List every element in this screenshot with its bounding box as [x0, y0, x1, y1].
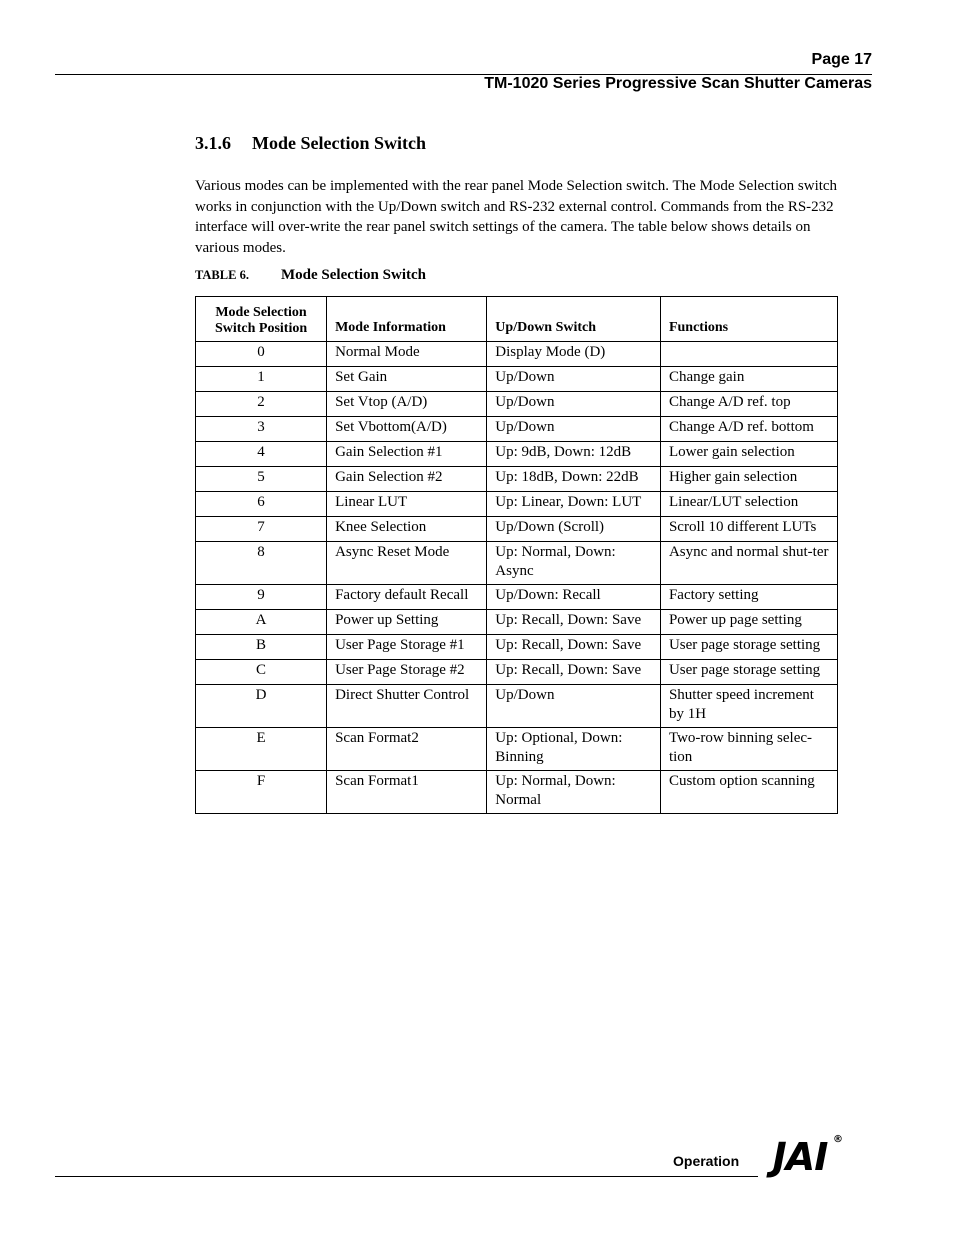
table-cell: 1: [196, 367, 327, 392]
table-cell: Up/Down: [487, 417, 661, 442]
table-cell: Change A/D ref. bottom: [660, 417, 837, 442]
table-row: [196, 442, 838, 467]
table-cell: Up: 18dB, Down: 22dB: [487, 467, 661, 492]
table-row: [196, 660, 838, 685]
mode-selection-table: [195, 296, 838, 814]
table-row: [196, 771, 838, 814]
table-header-cell: Mode Selection Switch Position: [196, 297, 327, 342]
table-row: [196, 610, 838, 635]
jai-logo: [762, 1130, 846, 1178]
table-cell: Up: Optional, Down: Binning: [487, 728, 661, 771]
table-cell: Custom option scanning: [660, 771, 837, 814]
table-cell: Shutter speed increment by 1H: [660, 685, 837, 728]
table-row: [196, 467, 838, 492]
table-cell: Scan Format2: [327, 728, 487, 771]
table-cell: 4: [196, 442, 327, 467]
table-cell: Higher gain selection: [660, 467, 837, 492]
table-cell: B: [196, 635, 327, 660]
footer-rule: [55, 1176, 758, 1177]
table-cell: E: [196, 728, 327, 771]
table-cell: Two-row binning selec-tion: [660, 728, 837, 771]
table-header-cell: Functions: [660, 297, 837, 342]
table-cell: Up: Recall, Down: Save: [487, 635, 661, 660]
table-label: TABLE 6.: [195, 268, 249, 282]
table-cell: Display Mode (D): [487, 342, 661, 367]
table-cell: Up: Recall, Down: Save: [487, 660, 661, 685]
page-number: Page 17: [811, 51, 872, 68]
table-cell: Change A/D ref. top: [660, 392, 837, 417]
table-cell: 6: [196, 492, 327, 517]
table-cell: Lower gain selection: [660, 442, 837, 467]
table-cell: Up/Down: Recall: [487, 585, 661, 610]
table-cell: 0: [196, 342, 327, 367]
table-cell: Factory setting: [660, 585, 837, 610]
section-title: Mode Selection Switch: [252, 133, 426, 153]
table-cell: Up/Down: [487, 685, 661, 728]
table-cell: Linear/LUT selection: [660, 492, 837, 517]
table-row: [196, 492, 838, 517]
section-heading: [195, 133, 426, 154]
table-cell: Gain Selection #2: [327, 467, 487, 492]
table-cell: Change gain: [660, 367, 837, 392]
table-row: [196, 685, 838, 728]
table-cell: F: [196, 771, 327, 814]
table-body: [196, 342, 838, 814]
table-header-cell: Up/Down Switch: [487, 297, 661, 342]
table-cell: Set Vbottom(A/D): [327, 417, 487, 442]
table-row: [196, 392, 838, 417]
table-row: [196, 517, 838, 542]
table-caption-text: Mode Selection Switch: [281, 267, 426, 283]
footer-section-label: Operation: [673, 1153, 740, 1169]
svg-text:JAI: JAI: [772, 1135, 828, 1178]
table-cell: Knee Selection: [327, 517, 487, 542]
table-cell: Scan Format1: [327, 771, 487, 814]
table-cell: Gain Selection #1: [327, 442, 487, 467]
table-cell: Factory default Recall: [327, 585, 487, 610]
table-cell: User Page Storage #2: [327, 660, 487, 685]
table-cell: User page storage setting: [660, 660, 837, 685]
table-cell: Up: Normal, Down: Normal: [487, 771, 661, 814]
table-cell: Up: 9dB, Down: 12dB: [487, 442, 661, 467]
table-row: [196, 635, 838, 660]
table-cell: [660, 342, 837, 367]
document-title: TM-1020 Series Progressive Scan Shutter Cameras: [484, 75, 872, 92]
section-body-text: Various modes can be implemented with the rear panel Mode Selection switch. The Mode Selection switch works in conjunction with the Up/Down switch and RS-232 external control. Commands from the RS-232 interface will over-write the rear panel switch settings of the camera. The table below shows details on various modes.: [195, 178, 838, 256]
table-cell: Direct Shutter Control: [327, 685, 487, 728]
table-cell: Normal Mode: [327, 342, 487, 367]
table-cell: 5: [196, 467, 327, 492]
table-header-row: [196, 297, 838, 342]
table-cell: Async Reset Mode: [327, 542, 487, 585]
table-row: [196, 728, 838, 771]
table-cell: Set Gain: [327, 367, 487, 392]
table-cell: User page storage setting: [660, 635, 837, 660]
table-cell: User Page Storage #1: [327, 635, 487, 660]
table-header-cell: Mode Information: [327, 297, 487, 342]
section-number: 3.1.6: [195, 133, 231, 153]
table-row: [196, 417, 838, 442]
table-cell: 7: [196, 517, 327, 542]
svg-text:®: ®: [833, 1134, 843, 1145]
table-cell: Up: Linear, Down: LUT: [487, 492, 661, 517]
table-cell: Power up Setting: [327, 610, 487, 635]
table-cell: Scroll 10 different LUTs: [660, 517, 837, 542]
table-cell: C: [196, 660, 327, 685]
table-cell: Up/Down: [487, 367, 661, 392]
table-cell: Async and normal shut-ter: [660, 542, 837, 585]
table-cell: 8: [196, 542, 327, 585]
table-cell: Up: Normal, Down: Async: [487, 542, 661, 585]
table-row: [196, 542, 838, 585]
table-cell: Linear LUT: [327, 492, 487, 517]
table-cell: Up/Down: [487, 392, 661, 417]
table-cell: 2: [196, 392, 327, 417]
table-row: [196, 342, 838, 367]
table-caption: [195, 267, 426, 284]
table-cell: Up/Down (Scroll): [487, 517, 661, 542]
table-row: [196, 585, 838, 610]
table-cell: D: [196, 685, 327, 728]
table-cell: 9: [196, 585, 327, 610]
table-cell: 3: [196, 417, 327, 442]
table-cell: Set Vtop (A/D): [327, 392, 487, 417]
table-row: [196, 367, 838, 392]
table-cell: A: [196, 610, 327, 635]
table-cell: Up: Recall, Down: Save: [487, 610, 661, 635]
table-cell: Power up page setting: [660, 610, 837, 635]
